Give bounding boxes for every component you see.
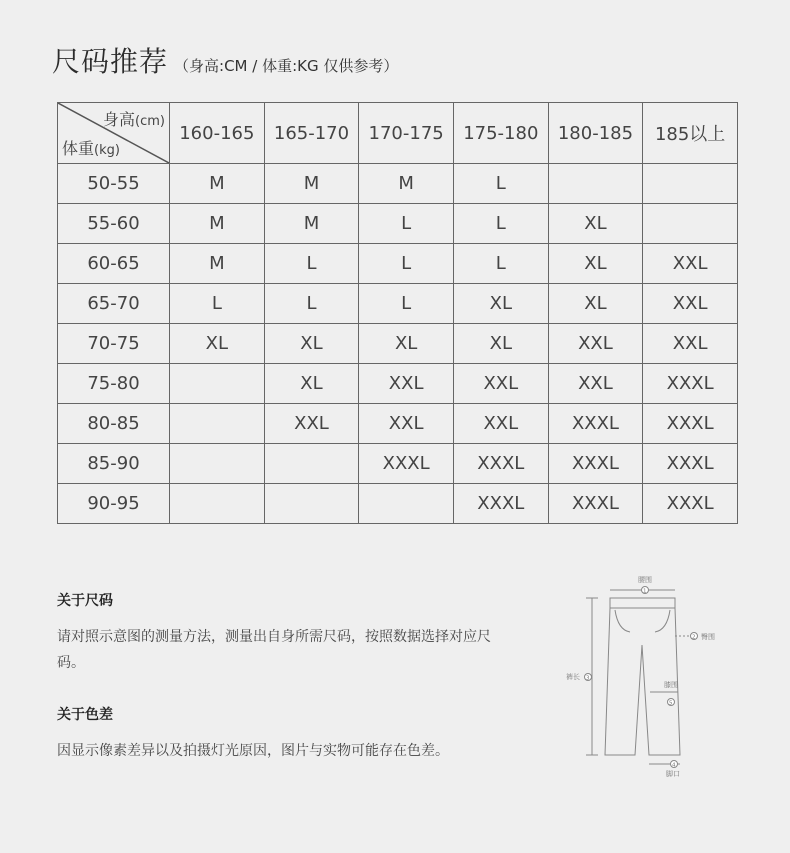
notes-section xyxy=(57,590,497,792)
size-cell xyxy=(170,364,265,404)
height-column-header: 165-170 xyxy=(264,103,359,164)
size-cell: L xyxy=(264,244,359,284)
page-title: 尺码推荐 xyxy=(52,45,169,78)
length-label: 裤长 xyxy=(566,673,580,681)
page-subtitle: （身高:CM / 体重:KG 仅供参考） xyxy=(174,57,399,75)
marker-1-number: 1 xyxy=(643,588,647,595)
size-note-title: 关于尺码 xyxy=(57,593,113,609)
size-cell: XXXL xyxy=(359,444,454,484)
size-cell: L xyxy=(359,244,454,284)
table-row xyxy=(58,284,738,324)
size-cell: L xyxy=(359,204,454,244)
size-cell xyxy=(359,484,454,524)
marker-2-number: 2 xyxy=(692,634,696,641)
size-chart-body xyxy=(58,164,738,524)
table-row xyxy=(58,204,738,244)
size-cell: XXL xyxy=(643,324,738,364)
height-column-header: 175-180 xyxy=(453,103,548,164)
size-cell: XXXL xyxy=(548,484,643,524)
left-pocket-shape xyxy=(615,610,630,632)
size-cell xyxy=(170,404,265,444)
size-cell: L xyxy=(453,244,548,284)
corner-weight-label: 体重(kg) xyxy=(62,139,120,158)
size-cell: XXXL xyxy=(453,444,548,484)
height-column-header: 185以上 xyxy=(643,103,738,164)
size-cell: XL xyxy=(548,244,643,284)
size-cell: L xyxy=(264,284,359,324)
size-cell xyxy=(170,484,265,524)
size-cell: XL xyxy=(359,324,454,364)
table-row xyxy=(58,364,738,404)
size-cell: M xyxy=(264,164,359,204)
size-cell xyxy=(264,444,359,484)
size-chart-table xyxy=(57,102,738,524)
size-cell xyxy=(170,444,265,484)
size-cell: XXL xyxy=(548,324,643,364)
size-cell: XL xyxy=(548,284,643,324)
marker-4-number: 4 xyxy=(672,762,676,769)
corner-header-cell xyxy=(58,103,170,164)
size-cell: M xyxy=(170,244,265,284)
size-cell: XXL xyxy=(264,404,359,444)
size-cell: M xyxy=(359,164,454,204)
size-cell: XXXL xyxy=(643,364,738,404)
size-cell: XXL xyxy=(548,364,643,404)
size-cell: XXL xyxy=(643,284,738,324)
color-note-text: 因显示像素差异以及拍摄灯光原因，图片与实物可能存在色差。 xyxy=(57,743,449,759)
size-cell: XXL xyxy=(359,364,454,404)
size-cell: M xyxy=(170,164,265,204)
size-cell: XL xyxy=(264,324,359,364)
size-cell: XL xyxy=(548,204,643,244)
weight-cell: 55-60 xyxy=(58,204,170,244)
weight-cell: 90-95 xyxy=(58,484,170,524)
marker-5-number: 5 xyxy=(669,700,673,707)
size-cell: XXL xyxy=(643,244,738,284)
size-cell xyxy=(548,164,643,204)
height-column-header: 180-185 xyxy=(548,103,643,164)
page-title-row xyxy=(52,40,398,80)
knee-label: 膝围 xyxy=(664,681,678,689)
size-note-text: 请对照示意图的测量方法，测量出自身所需尺码，按照数据选择对应尺码。 xyxy=(57,629,491,671)
table-row xyxy=(58,444,738,484)
waist-label: 腰围 xyxy=(638,576,652,584)
pants-measurement-diagram xyxy=(560,570,730,780)
size-cell xyxy=(643,204,738,244)
waistband-shape xyxy=(610,598,675,608)
weight-cell: 50-55 xyxy=(58,164,170,204)
hip-label: 臀围 xyxy=(701,633,715,641)
size-cell: XL xyxy=(453,324,548,364)
marker-3-number: 3 xyxy=(586,675,590,682)
size-cell: XXXL xyxy=(548,444,643,484)
table-header-row xyxy=(58,103,738,164)
size-cell xyxy=(264,484,359,524)
weight-cell: 70-75 xyxy=(58,324,170,364)
weight-cell: 60-65 xyxy=(58,244,170,284)
size-cell: XXL xyxy=(359,404,454,444)
weight-cell: 75-80 xyxy=(58,364,170,404)
color-note-title: 关于色差 xyxy=(57,707,113,723)
size-cell: XXXL xyxy=(548,404,643,444)
weight-cell: 80-85 xyxy=(58,404,170,444)
right-pocket-shape xyxy=(655,610,670,632)
size-cell: M xyxy=(170,204,265,244)
table-row xyxy=(58,244,738,284)
table-row xyxy=(58,404,738,444)
size-cell: XXXL xyxy=(643,484,738,524)
size-cell xyxy=(643,164,738,204)
size-cell: XL xyxy=(264,364,359,404)
table-row xyxy=(58,324,738,364)
size-cell: M xyxy=(264,204,359,244)
size-cell: L xyxy=(453,164,548,204)
weight-cell: 65-70 xyxy=(58,284,170,324)
size-cell: XXL xyxy=(453,404,548,444)
size-cell: XXXL xyxy=(453,484,548,524)
size-cell: XXXL xyxy=(643,404,738,444)
hem-label: 脚口 xyxy=(666,770,680,778)
size-cell: L xyxy=(453,204,548,244)
size-cell: XXXL xyxy=(643,444,738,484)
height-column-header: 170-175 xyxy=(359,103,454,164)
size-cell: XL xyxy=(453,284,548,324)
corner-height-label: 身高(cm) xyxy=(103,110,165,129)
height-column-header: 160-165 xyxy=(170,103,265,164)
table-row xyxy=(58,164,738,204)
table-row xyxy=(58,484,738,524)
size-cell: L xyxy=(359,284,454,324)
size-cell: XXL xyxy=(453,364,548,404)
size-cell: L xyxy=(170,284,265,324)
weight-cell: 85-90 xyxy=(58,444,170,484)
size-cell: XL xyxy=(170,324,265,364)
